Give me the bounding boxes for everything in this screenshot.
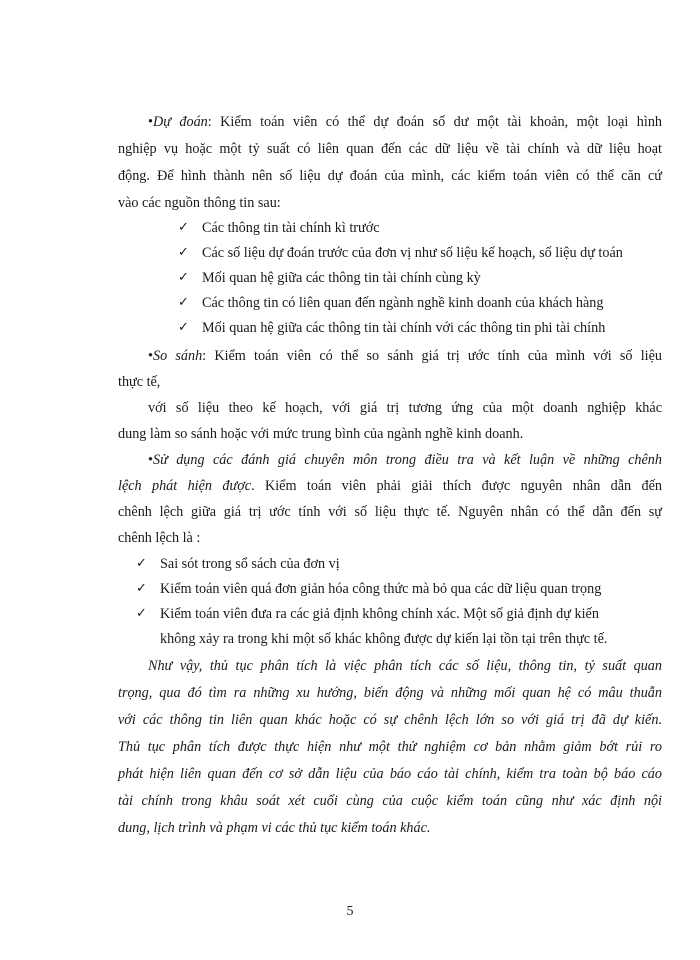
term-su-dung-danh-gia: Sử dụng các đánh giá chuyên môn trong điều tra và kết luận về những chênh [152,452,662,468]
paragraph-1-line-3: động. Để hình thành nên số liệu dự đoán của mình, các kiểm toán viên có thể căn cứ [118,168,662,184]
conclusion-line-2: trọng, qua đó tìm ra những xu hướng, biến động và những mối quan hệ có mâu thuẫn [118,685,662,701]
paragraph-3-text: . Kiểm toán viên phải giải thích được nguyên nhân dẫn đến [251,478,662,494]
bullet-icon: • [148,348,153,364]
paragraph-1-line-2: nghiệp vụ hoặc một tỷ suất có liên quan đến các dữ liệu về tài chính và dữ liệu hoạt [118,141,662,157]
paragraph-3-line-4: chênh lệch là : [118,530,201,546]
checkmark-icon: ✓ [178,245,189,260]
term-so-sanh: So sánh [152,348,203,364]
paragraph-3-line-2 [118,477,662,495]
cause-item-1: Sai sót trong sổ sách của đơn vị [160,556,340,572]
bullet-icon: • [148,114,153,130]
cause-item-2: Kiểm toán viên quá đơn giản hóa công thức mà bỏ qua các dữ liệu quan trọng [160,581,602,597]
cause-item-3-continued: không xảy ra trong khi một số khác không được dự kiến lại tồn tại trên thực tế. [160,631,608,647]
checklist-item-5: Mối quan hệ giữa các thông tin tài chính với các thông tin phi tài chính [202,320,606,336]
paragraph-2-line-2: thực tế, [118,374,161,390]
conclusion-line-5: phát hiện liên quan đến cơ sở dẫn liệu của báo cáo tài chính, kiểm tra toàn bộ báo cáo [118,766,662,782]
checkmark-icon: ✓ [136,581,147,596]
checkmark-icon: ✓ [178,320,189,335]
paragraph-3-line-3: chênh lệch giữa giá trị ước tính với số liệu thực tế. Nguyên nhân có thể dẫn đến sự [118,504,662,520]
page-number: 5 [346,904,354,919]
paragraph-2-text: : Kiểm toán viên có thể so sánh giá trị ước tính của mình với số liệu [202,348,662,364]
checkmark-icon: ✓ [136,556,147,571]
checklist-item-2: Các số liệu dự đoán trước của đơn vị như số liệu kế hoạch, số liệu dự toán [202,245,623,261]
paragraph-1-line-1 [148,113,662,131]
checklist-item-1: Các thông tin tài chính kì trước [202,220,380,236]
term-du-doan: Dự đoán [152,114,208,130]
checklist-item-3: Mối quan hệ giữa các thông tin tài chính cùng kỳ [202,270,481,286]
paragraph-2-line-4: dung làm so sánh hoặc với mức trung bình của ngành nghề kinh doanh. [118,426,524,442]
paragraph-1-text: : Kiểm toán viên có thể dự đoán số dư một tài khoản, một loại hình [207,114,663,130]
conclusion-line-1: Như vậy, thủ tục phân tích là việc phân tích các số liệu, thông tin, tỷ suất quan [148,658,662,674]
bullet-icon: • [148,452,153,468]
conclusion-line-6: tài chính trong khâu soát xét cuối cùng của cuộc kiểm toán cũng như xác định nội [118,793,662,809]
checkmark-icon: ✓ [178,220,189,235]
term-su-dung-danh-gia-cont: lệch phát hiện được [118,478,252,494]
conclusion-line-4: Thủ tục phân tích được thực hiện như một thử nghiệm cơ bản nhằm giảm bớt rủi ro [118,739,662,755]
paragraph-1-line-4: vào các nguồn thông tin sau: [118,195,281,211]
paragraph-2-line-1 [148,347,662,365]
checkmark-icon: ✓ [178,270,189,285]
paragraph-3-line-1 [148,451,662,469]
paragraph-2-line-3: với số liệu theo kế hoạch, với giá trị tương ứng của một doanh nghiệp khác [148,400,662,416]
conclusion-line-7: dung, lịch trình và phạm vi các thủ tục kiểm toán khác. [118,820,431,836]
checklist-item-4: Các thông tin có liên quan đến ngành nghề kinh doanh của khách hàng [202,295,604,311]
checkmark-icon: ✓ [178,295,189,310]
checkmark-icon: ✓ [136,606,147,621]
conclusion-line-3: với các thông tin liên quan khác hoặc có sự chênh lệch lớn so với giá trị đã dự kiến. [118,712,662,728]
cause-item-3: Kiểm toán viên đưa ra các giả định không chính xác. Một số giả định dự kiến [160,606,599,622]
